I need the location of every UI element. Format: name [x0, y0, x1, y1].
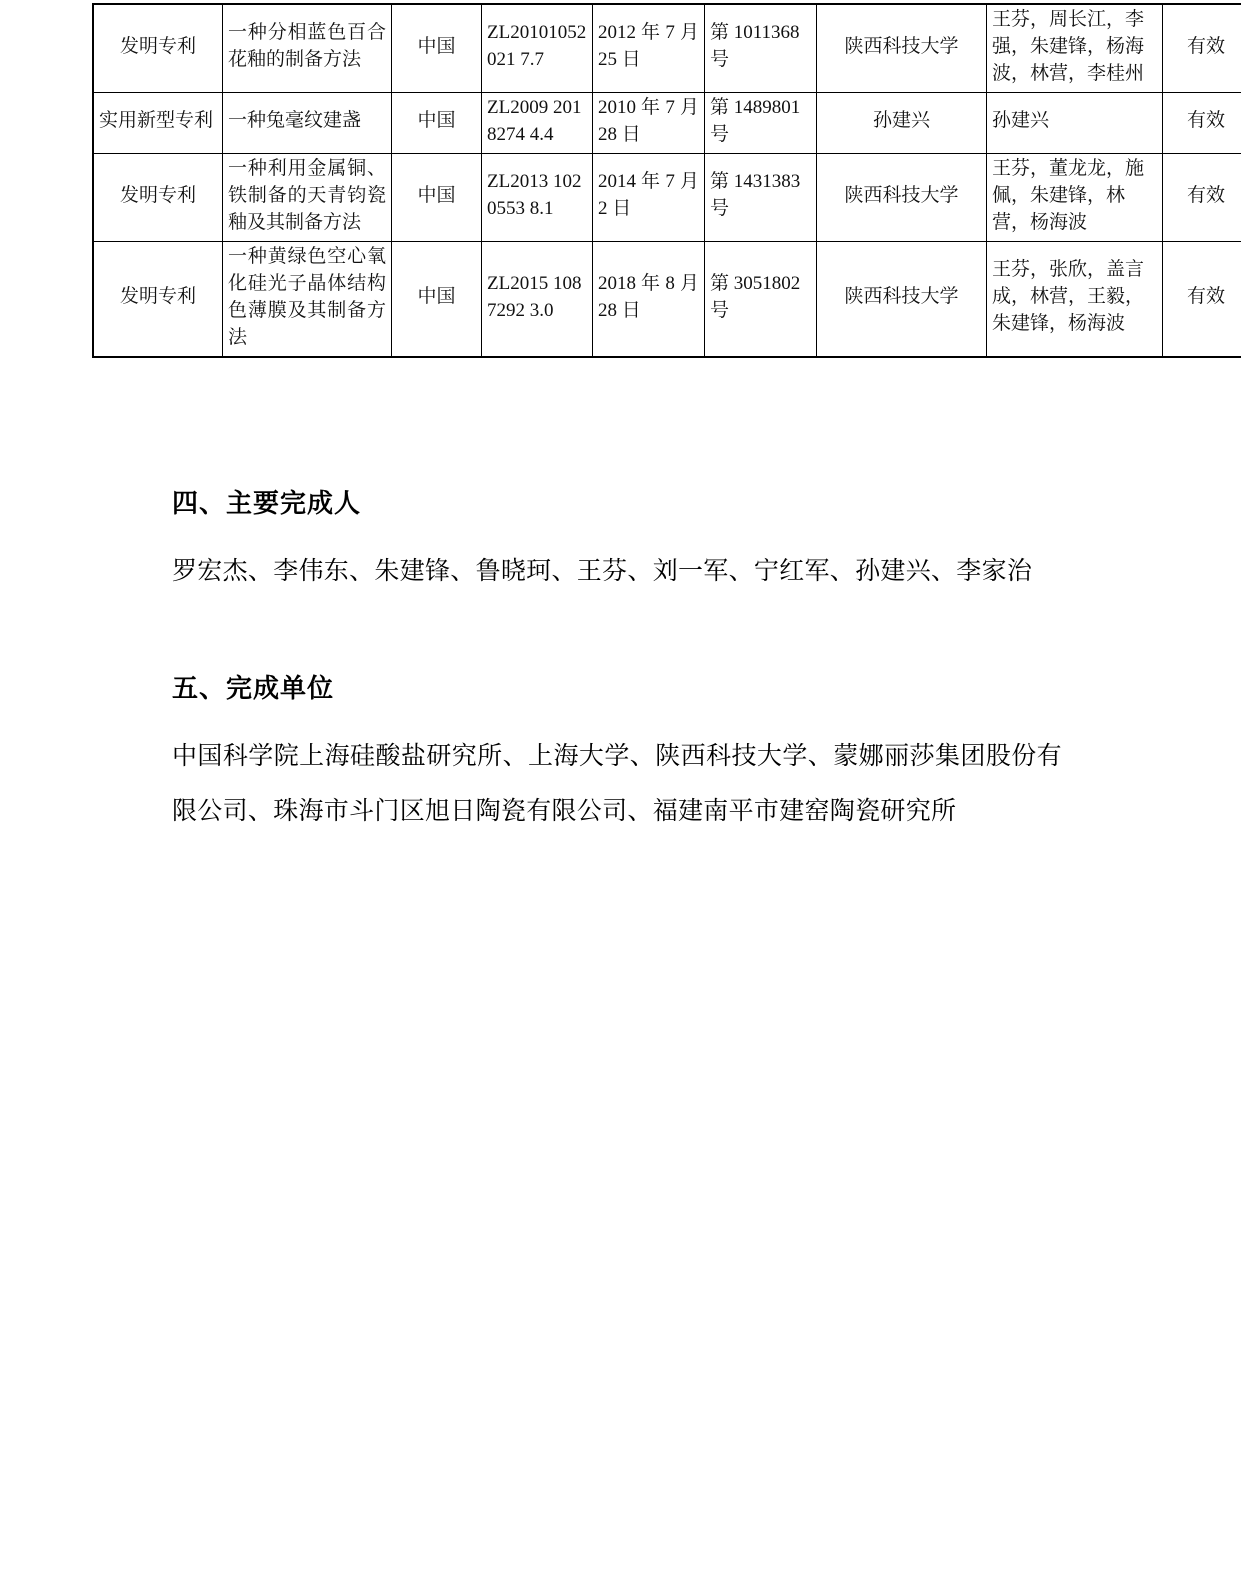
cell-status: 有效	[1163, 241, 1241, 356]
cell-country: 中国	[392, 92, 482, 153]
cell-owner: 孙建兴	[817, 92, 987, 153]
cell-patent-number: ZL2009 2018274 4.4	[482, 92, 593, 153]
cell-status: 有效	[1163, 4, 1241, 92]
cell-owner: 陕西科技大学	[817, 4, 987, 92]
cell-inventors: 王芬，董龙龙，施佩，朱建锋，林营，杨海波	[987, 153, 1163, 241]
section-heading-four: 四、主要完成人	[172, 489, 362, 519]
cell-patent-number: ZL2015 1087292 3.0	[482, 241, 593, 356]
patent-table-container	[92, 3, 1225, 358]
cell-patent-number: ZL20101052021 7.7	[482, 4, 593, 92]
cell-patent-name: 一种分相蓝色百合花釉的制备方法	[223, 4, 392, 92]
cell-grant-date: 2018 年 8 月 28 日	[593, 241, 705, 356]
cell-patent-number: ZL2013 1020553 8.1	[482, 153, 593, 241]
cell-owner: 陕西科技大学	[817, 153, 987, 241]
cell-patent-type: 发明专利	[93, 241, 223, 356]
cell-grant-date: 2010 年 7 月 28 日	[593, 92, 705, 153]
cell-patent-name: 一种利用金属铜、铁制备的天青钧瓷釉及其制备方法	[223, 153, 392, 241]
section-heading-five: 五、完成单位	[172, 674, 335, 704]
cell-status: 有效	[1163, 92, 1241, 153]
cell-status: 有效	[1163, 153, 1241, 241]
cell-country: 中国	[392, 4, 482, 92]
table-row	[93, 92, 1241, 153]
cell-certificate-no: 第 1489801 号	[705, 92, 817, 153]
table-row	[93, 241, 1241, 356]
cell-owner: 陕西科技大学	[817, 241, 987, 356]
cell-inventors: 王芬，张欣，盖言成，林营，王毅，朱建锋，杨海波	[987, 241, 1163, 356]
cell-country: 中国	[392, 241, 482, 356]
table-row	[93, 4, 1241, 92]
cell-certificate-no: 第 1011368 号	[705, 4, 817, 92]
cell-country: 中国	[392, 153, 482, 241]
cell-certificate-no: 第 1431383 号	[705, 153, 817, 241]
cell-patent-type: 实用新型专利	[93, 92, 223, 153]
section-body-completers: 罗宏杰、李伟东、朱建锋、鲁晓珂、王芬、刘一军、宁红军、孙建兴、李家治	[172, 558, 1033, 586]
cell-patent-name: 一种黄绿色空心氧化硅光子晶体结构色薄膜及其制备方法	[223, 241, 392, 356]
section-completing-units	[172, 674, 1062, 839]
cell-patent-name: 一种兔毫纹建盏	[223, 92, 392, 153]
table-row	[93, 153, 1241, 241]
cell-patent-type: 发明专利	[93, 153, 223, 241]
cell-grant-date: 2012 年 7 月 25 日	[593, 4, 705, 92]
patent-table-body	[93, 4, 1241, 357]
section-main-completers	[172, 489, 1062, 599]
section-body-units: 中国科学院上海硅酸盐研究所、上海大学、陕西科技大学、蒙娜丽莎集团股份有限公司、珠海市斗门区旭日陶瓷有限公司、福建南平市建窑陶瓷研究所	[172, 743, 1062, 826]
patent-table	[92, 3, 1241, 358]
cell-inventors: 王芬，周长江，李强，朱建锋，杨海波，林营，李桂州	[987, 4, 1163, 92]
cell-certificate-no: 第 3051802 号	[705, 241, 817, 356]
cell-patent-type: 发明专利	[93, 4, 223, 92]
cell-grant-date: 2014 年 7 月 2 日	[593, 153, 705, 241]
cell-inventors: 孙建兴	[987, 92, 1163, 153]
